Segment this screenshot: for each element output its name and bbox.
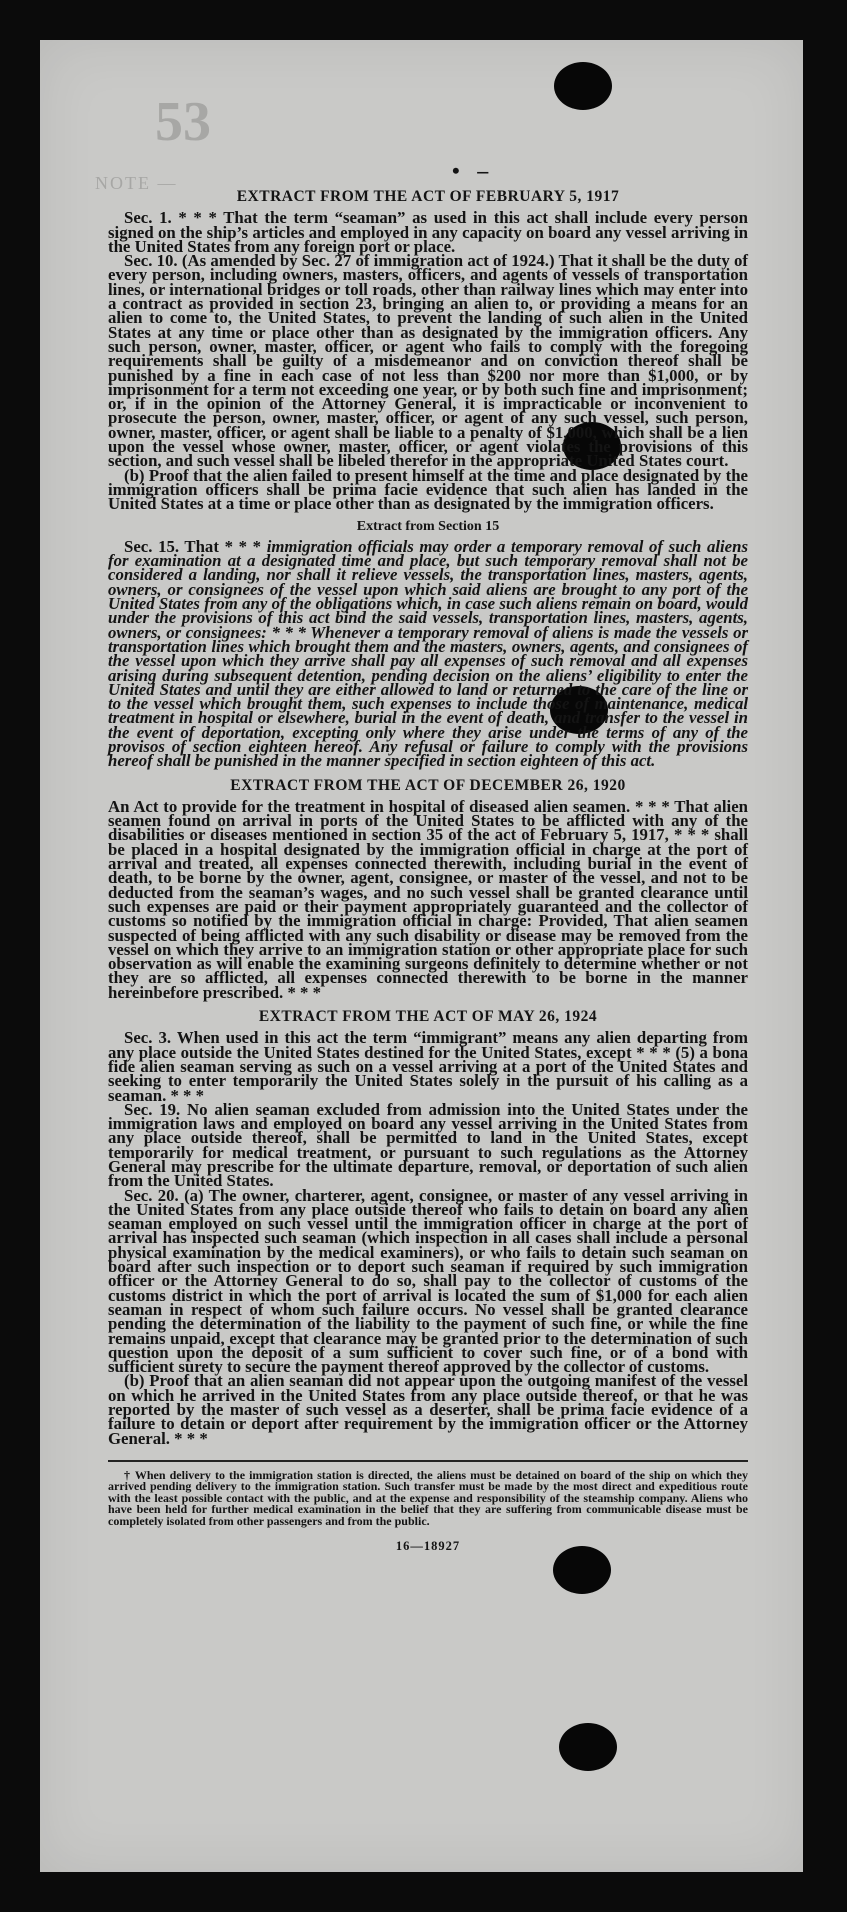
paragraph-act-1920: An Act to provide for the treatment in hospital of diseased alien seamen. * * * That alien seamen found on arrival in ports of the United States to be afflicted with any of the disabilities or diseases mentioned in section 35 of the act of February 5, 1917, * * * shall be placed in a hospital designated by the immigration official in charge at the port of arrival and treated, all expenses connected therewith, including burial in the event of death, to be borne by the owner, agent, consignee, or master of the vessel, and not to be deducted from the seaman’s wages, and no such vessel shall be granted clearance until such expenses are paid or their payment appropriately guaranteed and the collector of customs so notified by the immigration official in charge: Provided, That alien seamen suspected of being afflicted with any such disability or disease may be removed from the vessel on which they arrive to an immigration station or other appropriate place for such observation as will enable the examining surgeons definitely to determine whether or not they are so afflicted, all expenses connected therewith to be borne in the manner hereinbefore prescribed. * * * (108, 796, 748, 1002)
punch-hole-icon (554, 62, 612, 110)
punch-hole-icon (559, 1723, 617, 1771)
paragraph-sec-15 (108, 536, 748, 771)
top-mark: • ‒ (452, 158, 495, 183)
paragraph-sec-10: Sec. 10. (As amended by Sec. 27 of immigration act of 1924.) That it shall be the duty of every person, including owners, masters, officers, and agents of vessels of transportation lines, or international bridges or toll roads, other than railway lines which may enter into a contract as provided in section 23, bringing an alien to, or providing a means for an alien to come to, the United States, to prevent the landing of such alien in the United States at any time or place other than as designated by the immigration officers. Any such person, owner, master, officer, or agent who fails to comply with the foregoing requirements shall be guilty of a misdemeanor and on conviction thereof shall be punished by a fine in each case of not less than $200 nor more than $1,000, or by imprisonment for a term not exceeding one year, or by both such fine and imprisonment; or, if in the opinion of the Attorney General, it is impracticable or inconvenient to prosecute the person, owner, master, officer, or agent of any such vessel, such person, owner, master, officer, or agent shall be liable to a penalty of $1,000, which shall be a lien upon the vessel whose owner, master, officer, or agent violates the provisions of this section, and such vessel shall be libeled therefor in the appropriate United States court. (108, 251, 748, 471)
form-code: 16—18927 (395, 1538, 461, 1553)
document-page (40, 40, 803, 1872)
document-body (108, 180, 748, 1553)
paragraph-sec-20-b: (b) Proof that an alien seaman did not appear upon the outgoing manifest of the vessel on which he arrived in the United States from any place outside thereof, or that he was reported by the master of such vessel as a deserter, shall be prima facie evidence of a failure to detain or deport after requirement by the immigration officer or the Attorney General. * * * (108, 1371, 748, 1448)
paragraph-sec-10-b: (b) Proof that the alien failed to present himself at the time and place designated by the immigration officers shall be prima facie evidence that such alien has landed in the United States at a time or place other than as designated by the immigration officers. (108, 465, 748, 514)
divider (108, 1460, 748, 1462)
ghost-line: NOTE — (95, 173, 178, 193)
heading-act-may-1924: EXTRACT FROM THE ACT OF MAY 26, 1924 (258, 1008, 598, 1026)
paragraph-sec-1: Sec. 1. * * * That the term “seaman” as used in this act shall include every person signed on the ship’s articles and employed in any capacity on board any vessel arriving in the United States from any foreign port or place. (108, 208, 748, 256)
heading-act-dec-1920: EXTRACT FROM THE ACT OF DECEMBER 26, 1920 (230, 776, 626, 794)
sec-15-lead: Sec. 15. That * * * (124, 536, 267, 556)
footnote: † When delivery to the immigration station is directed, the aliens must be detained on board of the ship on which they arrived pending delivery to the immigration station. Such transfer must be made by the most direct and expeditious route with the least possible contact with the public, and at the expense and responsibility of the steamship company. Aliens who have been held for further medical examination in the belief that they are suffering from communicable disease must be completely isolated from other passengers and from the public. (108, 1467, 748, 1528)
ghost-number: 53 (155, 91, 211, 153)
heading-section-15: Extract from Section 15 (356, 518, 500, 534)
sec-15-italic: immigration officials may order a temporary removal of such aliens for examination at a designated time and place, but such temporary removal shall not be considered a landing, nor shall it relieve vessels, the transportation lines, masters, agents, owners, or consignees of the vessel upon which said aliens are brought to any port of the United States from any of the obligations which, in case such aliens remain on board, would under the provisions of this act bind the said vessels, transportation lines, masters, agents, owners, or consignees: * * * Whenever a temporary removal of aliens is made the vessels or transportation lines which brought them and the masters, owners, agents, and consignees of the vessel upon which they arrive shall pay all expenses of such removal and all expenses arising during subsequent detention, pending decision on the aliens’ eligibility to enter the United States and until they are either allowed to land or returned to the care of the line or to the vessel which brought them, such expenses to include those of maintenance, medical treatment in hospital or elsewhere, burial in the event of death, and transfer to the vessel in the event of deportation, excepting only where they arise under the terms of any of the provisos of section eighteen hereof. Any refusal or failure to comply with the provisions hereof shall be punished in the manner specified in section eighteen of this act. (108, 536, 748, 771)
paragraph-sec-20-a: Sec. 20. (a) The owner, charterer, agent, consignee, or master of any vessel arriving in the United States from any place outside thereof who fails to detain on board any alien seaman employed on such vessel until the immigration officer in charge at the port of arrival has inspected such seaman (which inspection in all cases shall include a personal physical examination by the medical examiners), or who fails to detain such seaman on board after such inspection or to deport such seaman if required by such immigration officer or the Attorney General to do so, shall pay to the collector of customs of the customs district in which the port of arrival is located the sum of $1,000 for each alien seaman in respect of whom such failure occurs. No vessel shall be granted clearance pending the determination of the liability to the payment of such fine, or while the fine remains unpaid, except that clearance may be granted prior to the determination of such question upon the deposit of a sum sufficient to cover such fine, or of a bond with sufficient surety to secure the payment thereof approved by the collector of customs. (108, 1185, 748, 1377)
paragraph-sec-19: Sec. 19. No alien seaman excluded from admission into the United States under the immigration laws and employed on board any vessel arriving in the United States from any place outside thereof, shall be permitted to land in the United States, except temporarily for medical treatment, or pursuant to such regulations as the Attorney General may prescribe for the ultimate departure, removal, or deportation of such alien from the United States. (108, 1099, 748, 1191)
heading-act-feb-1917: EXTRACT FROM THE ACT OF FEBRUARY 5, 1917 (236, 188, 620, 205)
paragraph-sec-3: Sec. 3. When used in this act the term “immigrant” means any alien departing from any place outside the United States destined for the United States, except * * * (5) a bona fide alien seaman serving as such on a vessel arriving at a port of the United States and seeking to enter temporarily the United States solely in the pursuit of his calling as a seaman. * * * (108, 1028, 748, 1105)
